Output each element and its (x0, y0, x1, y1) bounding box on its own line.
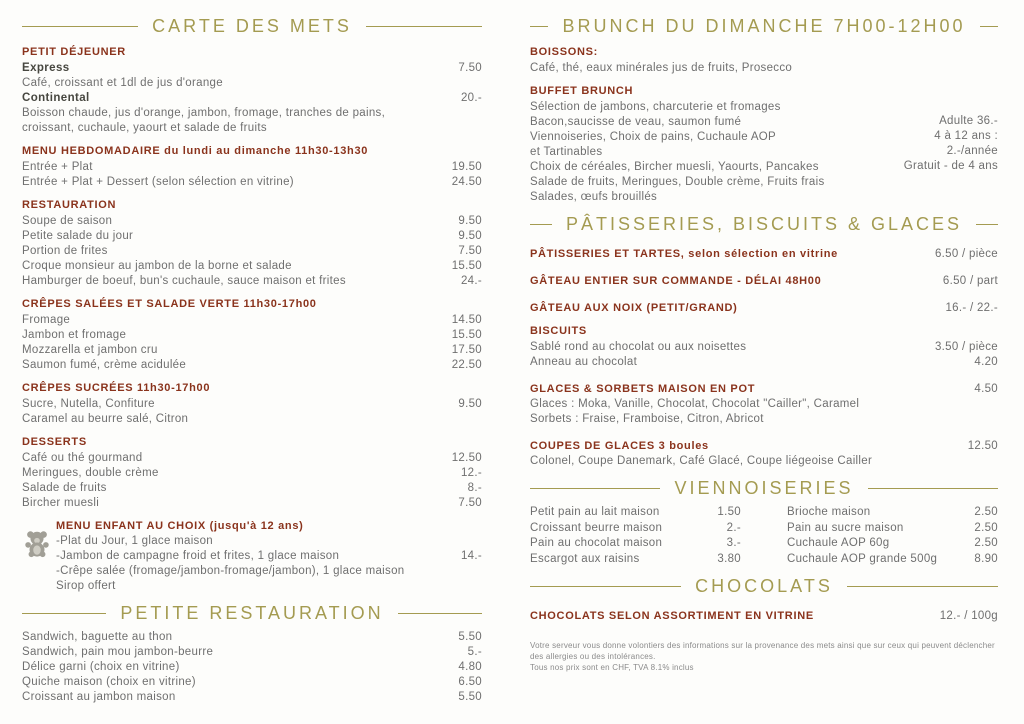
menu-item-row (22, 313, 482, 328)
category-heading: PÂTISSERIES ET TARTES, selon sélection en vitrine (530, 248, 838, 260)
menu-item-price: 12.50 (451, 452, 482, 464)
buffet-line: Sélection de jambons, charcuterie et fromages (530, 101, 781, 113)
viennoiseries-row (530, 505, 998, 521)
viennoiserie-price: 1.50 (717, 506, 741, 518)
category-heading-row (530, 609, 998, 624)
category-price: 6.50 / part (942, 275, 998, 287)
menu-item-description: Sorbets : Fraise, Framboise, Citron, Abricot (530, 413, 764, 425)
kids-menu-item-row (56, 549, 482, 564)
menu-item-price: 9.50 (458, 230, 482, 242)
category-heading: RESTAURATION (22, 199, 117, 211)
menu-item-name: Continental (22, 92, 90, 104)
kids-menu-block (22, 520, 482, 594)
viennoiserie-name: Petit pain au lait maison (530, 506, 660, 518)
category-heading-row (530, 301, 998, 316)
menu-item-row (22, 328, 482, 343)
buffet-price: Gratuit - de 4 ans (903, 160, 998, 172)
viennoiseries-row (530, 521, 998, 537)
category-heading: GÂTEAU ENTIER SUR COMMANDE - DÉLAI 48H00 (530, 275, 822, 287)
viennoiserie-item (787, 521, 998, 537)
category-heading: GÂTEAU AUX NOIX (PETIT/GRAND) (530, 302, 738, 314)
viennoiserie-price: 3.- (726, 537, 741, 549)
menu-item-row (22, 358, 482, 373)
viennoiseries-row (530, 552, 998, 568)
buffet-line: Salades, œufs brouillés (530, 191, 658, 203)
menu-item-name: Bircher muesli (22, 497, 100, 509)
category-heading: BUFFET BRUNCH (530, 85, 634, 97)
viennoiserie-name: Cuchaule AOP 60g (787, 537, 890, 549)
buffet-line: Bacon,saucisse de veau, saumon fumé (530, 116, 742, 128)
decorative-rule (530, 586, 681, 587)
category-price: 16.- / 22.- (945, 302, 998, 314)
buffet-line: Choix de céréales, Bircher muesli, Yaourts, Pancakes (530, 161, 819, 173)
viennoiserie-name: Cuchaule AOP grande 500g (787, 552, 938, 565)
viennoiserie-item (787, 536, 998, 552)
kids-menu-item-row (56, 534, 482, 549)
menu-item-price: 15.50 (451, 329, 482, 341)
decorative-rule (22, 613, 106, 614)
section-header (530, 478, 998, 499)
category-price: 4.50 (974, 383, 998, 395)
viennoiserie-item (787, 552, 998, 568)
section-header (22, 603, 482, 624)
menu-item-price: 4.20 (974, 356, 998, 368)
footer-line: Votre serveur vous donne volontiers des informations sur la provenance des mets ainsi que sur ceux qui peuvent déclencher des allergies ou des intolérances. (530, 641, 995, 661)
menu-item-row (22, 466, 482, 481)
menu-item-name: Sandwich, pain mou jambon-beurre (22, 646, 214, 658)
viennoiserie-item (530, 536, 741, 552)
menu-item-row (22, 675, 482, 690)
menu-item-row (22, 160, 482, 175)
kids-menu-item-price: 14.- (460, 550, 482, 562)
menu-item-name: Portion de frites (22, 245, 108, 257)
menu-item-row (22, 496, 482, 511)
menu-item-name: Croissant au jambon maison (22, 691, 176, 703)
menu-item-description: Colonel, Coupe Danemark, Café Glacé, Coupe liégeoise Cailler (530, 455, 873, 467)
menu-item-description: croissant, cuchaule, yaourt et salade de fruits (22, 122, 267, 134)
decorative-rule (366, 26, 482, 27)
category-heading: DESSERTS (22, 436, 87, 448)
teddy-bear-icon (22, 528, 52, 563)
category-heading: BOISSONS: (530, 46, 599, 58)
menu-item-row (530, 355, 998, 370)
menu-item-price: 14.50 (451, 314, 482, 326)
menu-item-name: Entrée + Plat (22, 161, 93, 173)
menu-item-price: 19.50 (451, 161, 482, 173)
viennoiserie-price: 2.50 (974, 506, 998, 518)
menu-item-name: Sucre, Nutella, Confiture (22, 398, 155, 410)
kids-menu-item-name: -Plat du Jour, 1 glace maison (56, 535, 214, 547)
menu-item-row (22, 343, 482, 358)
section-header (530, 576, 998, 597)
kids-menu-item-name: -Jambon de campagne froid et frites, 1 glace maison (56, 550, 340, 562)
decorative-rule (398, 613, 482, 614)
viennoiserie-name: Pain au sucre maison (787, 521, 904, 534)
menu-item-name: Café ou thé gourmand (22, 452, 143, 464)
category-heading-row (530, 247, 998, 262)
buffet-line: Viennoiseries, Choix de pains, Cuchaule AOP (530, 131, 777, 143)
buffet-price: Adulte 36.- (939, 115, 998, 127)
category-heading: MENU HEBDOMADAIRE du lundi au dimanche 11h30-13h30 (22, 145, 369, 157)
menu-item-name: Quiche maison (choix en vitrine) (22, 676, 196, 688)
menu-item-name: Petite salade du jour (22, 230, 134, 242)
decorative-rule (530, 26, 548, 27)
footer-note (530, 640, 998, 673)
decorative-rule (530, 224, 552, 225)
kids-menu-item-name: Sirop offert (56, 580, 116, 592)
menu-item-price: 5.50 (458, 631, 482, 643)
section-header-title: VIENNOISERIES (674, 478, 854, 498)
menu-item-row (22, 229, 482, 244)
buffet-price: 2.-/année (946, 145, 998, 157)
menu-item-row (22, 214, 482, 229)
menu-item-row (22, 397, 482, 412)
menu-item-row (22, 244, 482, 259)
section-header-title: CARTE DES METS (152, 16, 352, 36)
viennoiserie-name: Croissant beurre maison (530, 521, 663, 534)
menu-item-row (530, 340, 998, 355)
category-heading-row (530, 439, 998, 454)
menu-item-price: 17.50 (451, 344, 482, 356)
viennoiserie-price: 2.- (726, 521, 741, 534)
menu-item-row (22, 91, 482, 106)
menu-item-price: 5.- (467, 646, 482, 658)
menu-item-name: Croque monsieur au jambon de la borne et salade (22, 260, 292, 272)
menu-item-price: 20.- (460, 92, 482, 104)
menu-item-price: 12.- (460, 467, 482, 479)
menu-item-name: Délice garni (choix en vitrine) (22, 661, 180, 673)
viennoiserie-item (787, 505, 998, 521)
category-heading: CHOCOLATS SELON ASSORTIMENT EN VITRINE (530, 610, 814, 622)
menu-item-row (22, 481, 482, 496)
menu-item-row (22, 259, 482, 274)
menu-item-name: Meringues, double crème (22, 467, 159, 479)
menu-item-price: 9.50 (458, 215, 482, 227)
category-heading: CRÊPES SUCRÉES 11h30-17h00 (22, 382, 211, 394)
category-price: 12.50 (967, 440, 998, 452)
menu-item-description: Café, thé, eaux minérales jus de fruits, Prosecco (530, 62, 793, 74)
viennoiserie-name: Pain au chocolat maison (530, 537, 663, 549)
buffet-line: et Tartinables (530, 146, 603, 158)
kids-menu-item-name: -Crêpe salée (fromage/jambon-fromage/jambon), 1 glace maison (56, 565, 405, 577)
menu-item-name: Sandwich, baguette au thon (22, 631, 173, 643)
carte-des-mets-column (0, 0, 492, 724)
menu-item-row (22, 630, 482, 645)
menu-item-price: 7.50 (458, 62, 482, 74)
menu-item-name: Anneau au chocolat (530, 356, 638, 368)
menu-item-name: Saumon fumé, crème acidulée (22, 359, 187, 371)
category-price: 12.- / 100g (939, 610, 998, 622)
menu-item-row (22, 660, 482, 675)
section-header-title: CHOCOLATS (695, 576, 833, 596)
viennoiserie-price: 8.90 (974, 552, 998, 565)
section-header (530, 214, 998, 235)
footer-line: Tous nos prix sont en CHF, TVA 8.1% inclus (530, 663, 694, 672)
category-heading: BISCUITS (530, 325, 587, 337)
menu-item-name: Jambon et fromage (22, 329, 127, 341)
menu-item-name: Salade de fruits (22, 482, 107, 494)
menu-item-name: Sablé rond au chocolat ou aux noisettes (530, 341, 747, 353)
menu-item-price: 24.- (460, 275, 482, 287)
viennoiseries-list (530, 505, 998, 567)
viennoiserie-name: Brioche maison (787, 506, 871, 518)
menu-item-name: Mozzarella et jambon cru (22, 344, 158, 356)
menu-item-price: 5.50 (458, 691, 482, 703)
menu-item-row (22, 61, 482, 76)
section-header-title: PETITE RESTAURATION (120, 603, 384, 623)
category-heading: GLACES & SORBETS MAISON EN POT (530, 383, 756, 395)
menu-item-price: 7.50 (458, 497, 482, 509)
menu-item-description: Glaces : Moka, Vanille, Chocolat, Chocolat "Cailler", Caramel (530, 398, 860, 410)
menu-item-row (22, 274, 482, 289)
category-heading: COUPES DE GLACES 3 boules (530, 440, 709, 452)
viennoiseries-row (530, 536, 998, 552)
menu-item-price: 4.80 (458, 661, 482, 673)
menu-item-description: Café, croissant et 1dl de jus d'orange (22, 77, 223, 89)
buffet-price-list (904, 114, 998, 174)
category-heading-row (530, 274, 998, 289)
section-header (22, 16, 482, 37)
category-price: 6.50 / pièce (934, 248, 998, 260)
viennoiserie-price: 3.80 (717, 552, 741, 565)
menu-item-name: Hamburger de boeuf, bun's cuchaule, sauce maison et frites (22, 275, 346, 287)
viennoiserie-price: 2.50 (974, 537, 998, 549)
decorative-rule (868, 488, 998, 489)
menu-item-price: 15.50 (451, 260, 482, 272)
menu-item-price: 24.50 (451, 176, 482, 188)
kids-menu-heading: MENU ENFANT AU CHOIX (jusqu'à 12 ans) (56, 520, 304, 532)
menu-item-row (22, 451, 482, 466)
decorative-rule (976, 224, 998, 225)
menu-item-description: Caramel au beurre salé, Citron (22, 413, 189, 425)
viennoiserie-name: Escargot aux raisins (530, 552, 640, 565)
kids-menu-item-row (56, 579, 482, 594)
menu-item-row (22, 175, 482, 190)
category-heading: PETIT DÉJEUNER (22, 46, 126, 58)
viennoiserie-price: 2.50 (974, 521, 998, 534)
buffet-price: 4 à 12 ans : (934, 130, 998, 142)
kids-menu-item-row (56, 564, 482, 579)
menu-item-name: Soupe de saison (22, 215, 113, 227)
viennoiserie-item (530, 552, 741, 568)
decorative-rule (22, 26, 138, 27)
menu-item-name: Express (22, 62, 70, 74)
menu-item-row (22, 690, 482, 705)
brunch-column (492, 0, 1024, 724)
menu-item-price: 7.50 (458, 245, 482, 257)
section-header-title: PÂTISSERIES, BISCUITS & GLACES (565, 214, 963, 234)
menu-item-price: 9.50 (458, 398, 482, 410)
menu-item-row (22, 645, 482, 660)
menu-item-price: 8.- (467, 482, 482, 494)
menu-item-price: 6.50 (458, 676, 482, 688)
section-header (530, 16, 998, 37)
decorative-rule (980, 26, 998, 27)
decorative-rule (847, 586, 998, 587)
category-heading: CRÊPES SALÉES ET SALADE VERTE 11h30-17h00 (22, 298, 317, 310)
menu-item-name: Entrée + Plat + Dessert (selon sélection en vitrine) (22, 176, 294, 188)
section-header-title: BRUNCH DU DIMANCHE 7H00-12H00 (562, 16, 966, 36)
menu-item-price: 22.50 (451, 359, 482, 371)
category-heading-row (530, 382, 998, 397)
menu-item-name: Fromage (22, 314, 71, 326)
menu-item-description: Boisson chaude, jus d'orange, jambon, fromage, tranches de pains, (22, 107, 386, 119)
menu-item-price: 3.50 / pièce (934, 341, 998, 353)
buffet-block (530, 100, 998, 205)
viennoiserie-item (530, 521, 741, 537)
decorative-rule (530, 488, 660, 489)
buffet-line: Salade de fruits, Meringues, Double crème, Fruits frais (530, 176, 825, 188)
viennoiserie-item (530, 505, 741, 521)
